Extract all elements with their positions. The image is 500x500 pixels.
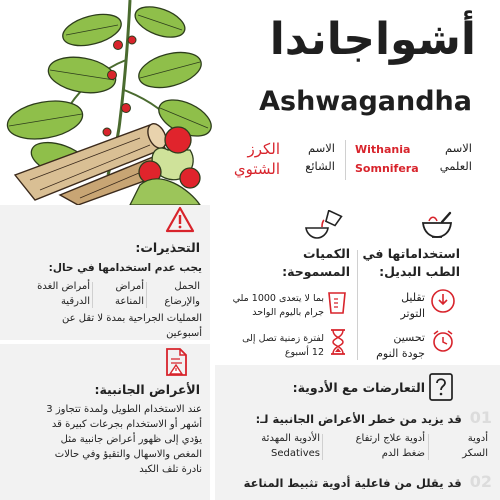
interaction-badge-2: 02 [469, 472, 492, 491]
uses-title: استخداماتها في الطب البديل: [362, 246, 460, 279]
interaction-line-1: 01 قد يزيد من خطر الأعراض الجانبية لـ: [255, 408, 492, 427]
dose-item-amount: بما لا يتعدى 1000 ملي جرام باليوم الواحد [232, 293, 324, 318]
warning-item-pregnancy: الحمل والإرضاع [164, 281, 200, 307]
interaction-badge-1: 01 [469, 408, 492, 427]
warning-item-thyroid: أمراض الغدة الدرقية [37, 281, 90, 307]
warning-divider-2 [92, 282, 93, 308]
drug-divider-2 [322, 434, 323, 460]
common-name-value: الكرز الشتوي [233, 140, 280, 178]
warnings-intro: يجب عدم استخدامها في حال: [48, 262, 202, 274]
warning-divider-1 [146, 282, 147, 308]
interaction-line-2: 02 قد يقلل من فاعلية أدوية تثبيط المناعة [243, 472, 492, 491]
header-divider [345, 140, 346, 180]
scientific-name-value: Withania Somnifera [355, 143, 419, 176]
drug-item-sedatives: الأدوية المهدئة Sedatives [261, 433, 320, 459]
warning-triangle-icon [165, 205, 195, 235]
pouring-medicine-icon [300, 210, 344, 240]
drug-divider-1 [428, 434, 429, 460]
warning-item-immune: أمراض المناعة [115, 281, 144, 307]
alarm-clock-icon [430, 328, 456, 354]
warning-surgery: العمليات الجراحية بمدة لا تقل عن أسبوعين [62, 313, 202, 339]
page-title-english: Ashwagandha [259, 86, 472, 117]
ashwagandha-plant-illustration [0, 0, 215, 205]
use-item-sleep: تحسين جودة النوم [376, 331, 425, 360]
page-title-arabic: أشواجاندا [269, 14, 476, 65]
side-effects-title: الأعراض الجانبية: [94, 382, 200, 397]
question-document-icon [428, 372, 454, 402]
interactions-title: التعارضات مع الأدوية: [292, 380, 425, 395]
scientific-name-label: الاسم العلمي [439, 141, 472, 173]
dose-item-duration: لفترة زمنية تصل إلى 12 أسبوع [242, 333, 324, 358]
side-effects-text: عند الاستخدام الطويل ولمدة تتجاوز 3 أشهر أو الاستخدام بجرعات كبيرة قد يؤدي إلى ظهور أعراض جانبية مثل المغص والاسهال والتقيؤ وفي حالات نادرة تلف الكبد [46, 404, 202, 475]
doses-title: الكميات المسموحة: [282, 246, 350, 279]
use-item-stress: تقليل التوتر [400, 291, 425, 320]
uses-doses-divider [357, 250, 358, 360]
common-name-label: الاسم الشائع [305, 141, 335, 173]
mortar-pestle-icon [420, 210, 454, 240]
document-warning-icon [163, 347, 189, 377]
drug-item-blood-pressure: أدوية علاج ارتفاع ضغط الدم [355, 433, 425, 459]
warnings-title: التحذيرات: [135, 240, 200, 255]
drug-item-diabetes: أدوية السكر [462, 433, 488, 459]
hourglass-icon [328, 328, 348, 356]
stress-head-icon [430, 288, 456, 314]
measuring-cup-icon [326, 290, 348, 316]
